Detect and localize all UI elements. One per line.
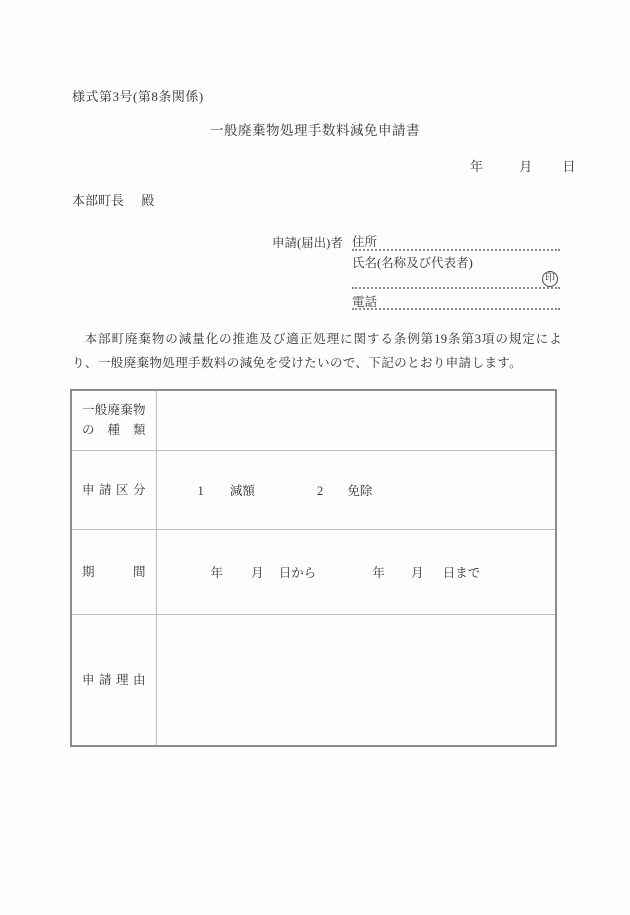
addressee-name: 本部町長 — [72, 193, 125, 208]
waste-type-value-cell — [156, 390, 556, 450]
period-to-day: 日まで — [442, 565, 481, 580]
name-field — [352, 251, 560, 272]
waste-type-label-line2: の種類 — [82, 423, 146, 438]
date-year-label: 年 — [470, 159, 484, 174]
period-row — [71, 529, 556, 614]
period-value-cell — [156, 529, 556, 614]
addressee-honorific: 殿 — [141, 193, 155, 208]
waste-type-label-line1: 一般廃棄物 — [82, 403, 146, 418]
period-label-cell — [71, 529, 156, 614]
addressee-line — [72, 190, 154, 209]
applicant-section — [272, 232, 560, 310]
reason-label-cell — [71, 614, 156, 746]
date-day-label: 日 — [562, 159, 576, 174]
period-from-month: 月 — [251, 565, 264, 580]
period-label: 期間 — [82, 564, 146, 579]
category-label-cell — [71, 450, 156, 529]
waste-type-row — [71, 390, 556, 450]
application-table — [70, 389, 557, 747]
category-option1-number: 1 — [197, 483, 204, 498]
date-line — [470, 156, 576, 175]
seal-icon: 印 — [542, 271, 558, 287]
reason-value-cell — [156, 614, 556, 746]
period-to-year: 年 — [372, 565, 385, 580]
category-option2-number: 2 — [317, 483, 324, 498]
waste-type-label-cell — [71, 390, 156, 450]
reason-label: 申請理由 — [82, 672, 146, 687]
period-from-day: 日から — [278, 565, 317, 580]
document-title: 一般廃棄物処理手数料減免申請書 — [210, 123, 420, 138]
applicant-label: 申請(届出)者 — [272, 236, 343, 250]
seal-line — [352, 272, 560, 289]
category-label: 申請区分 — [82, 482, 146, 497]
category-option2-label: 免除 — [347, 483, 373, 498]
category-options-cell — [156, 450, 556, 529]
reason-row — [71, 614, 556, 746]
address-label: 住所 — [352, 235, 378, 249]
form-number-label: 様式第3号(第8条関係) — [72, 89, 204, 104]
phone-label: 電話 — [352, 295, 378, 309]
phone-field — [352, 289, 560, 310]
date-month-label: 月 — [519, 159, 533, 174]
category-row — [71, 450, 556, 529]
applicant-fields — [352, 232, 560, 310]
body-paragraph: 本部町廃棄物の減量化の推進及び適正処理に関する条例第19条第3項の規定により、一般廃棄物処理手数料の減免を受けたいので、下記のとおり申請します。 — [72, 332, 562, 370]
category-option1-label: 減額 — [229, 483, 255, 498]
name-label: 氏名(名称及び代表者) — [352, 256, 473, 270]
address-field — [352, 232, 560, 251]
period-from-year: 年 — [210, 565, 224, 580]
period-to-month: 月 — [411, 565, 424, 580]
